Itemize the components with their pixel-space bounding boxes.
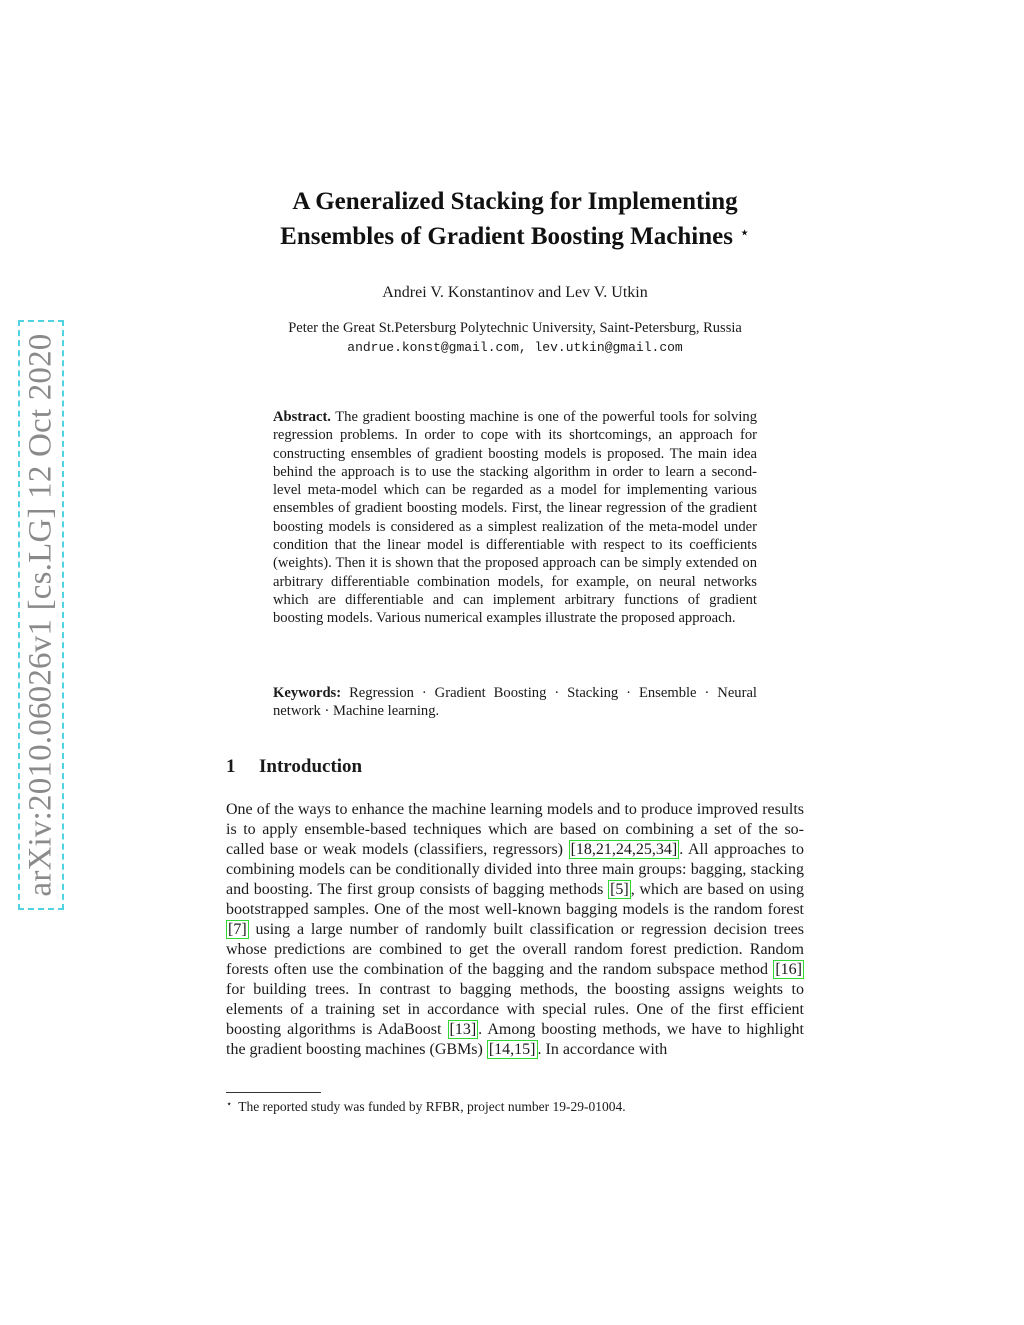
citation-link[interactable]: [14,15] [488,1041,536,1058]
citation-link[interactable]: [13] [449,1021,477,1038]
footnote-text: The reported study was funded by RFBR, project number 19-29-01004. [238,1099,626,1114]
intro-text: for building trees. In contrast to bagging methods, the boosting assigns weights to elements of a training set in accordance with special rules. One of the first efficient boosting algorithms is AdaBoost [226,981,804,1038]
arxiv-identifier[interactable]: arXiv:2010.06026v1 [cs.LG] 12 Oct 2020 [22,333,59,897]
paper-title [200,186,830,252]
title-line-2-text: Ensembles of Gradient Boosting Machines [280,223,733,250]
citation-link[interactable]: [16] [775,961,802,978]
footnote [226,1096,804,1115]
intro-text: One of the ways to enhance the machine learning models and to produce improved results is to apply ensemble-based techniques which are based on combining a set of the so-called base or weak models (classifiers, regressors) [226,801,804,858]
arxiv-stamp[interactable] [18,320,64,910]
author-emails: andrue.konst@gmail.com, lev.utkin@gmail.com [347,340,683,355]
citation-link[interactable]: [7] [228,921,247,938]
section-title: Introduction [259,756,363,777]
abstract-text: The gradient boosting machine is one of the powerful tools for solving regression problems. In order to cope with its shortcomings, an approach for constructing ensembles of gradient boosting models is proposed. The main idea behind the approach is to use the stacking algorithm in order to learn a second-level meta-model which can be regarded as a model for implementing various ensembles of gradient boosting models. First, the linear regression of the gradient boosting models is considered as a simplest realization of the meta-model under condition that the linear model is differentiable with respect to its coefficients (weights). Then it is shown that the proposed approach can be simply extended on arbitrary differentiable combination models, for example, on neural networks which are differentiable and can implement arbitrary functions of gradient boosting models. Various numerical examples illustrate the proposed approach. [273,409,757,627]
intro-text: . All approaches to combining models can be conditionally divided into three main groups: bagging, stacking and boosting. The first group consists of bagging methods [226,841,804,898]
section-heading [226,756,362,778]
intro-text: , which are based on using bootstrapped samples. One of the most well-known bagging models is the random forest [226,881,805,918]
intro-text: . Among boosting methods, we have to highlight the gradient boosting machines (GBMs) [226,1021,804,1058]
intro-text: . In accordance with [537,1041,668,1058]
footnote-rule [226,1092,321,1093]
introduction-paragraph [226,800,804,1060]
citation-link[interactable]: [5] [610,881,629,898]
title-footnote-mark[interactable]: ⋆ [739,223,750,242]
abstract-label: Abstract. [273,409,331,425]
section-number: 1 [226,756,236,777]
keywords-text: Regression · Gradient Boosting · Stacking · Ensemble · Neural network · Machine learning. [273,685,757,720]
intro-text: using a large number of randomly built classification or regression decision trees whose predictions are combined to get the overall random forest prediction. Random forests often use the combination of the bagging and the random subspace method [226,921,804,978]
authors: Andrei V. Konstantinov and Lev V. Utkin [382,284,648,301]
keywords-label: Keywords: [273,685,342,701]
footnote-mark: ⋆ [226,1099,233,1110]
title-line-2 [200,217,830,252]
abstract [273,408,757,628]
title-line-1: A Generalized Stacking for Implementing [292,188,738,215]
citation-link[interactable]: [18,21,24,25,34] [570,841,678,858]
keywords [273,684,757,721]
affiliation: Peter the Great St.Petersburg Polytechnic University, Saint-Petersburg, Russia [288,320,742,336]
